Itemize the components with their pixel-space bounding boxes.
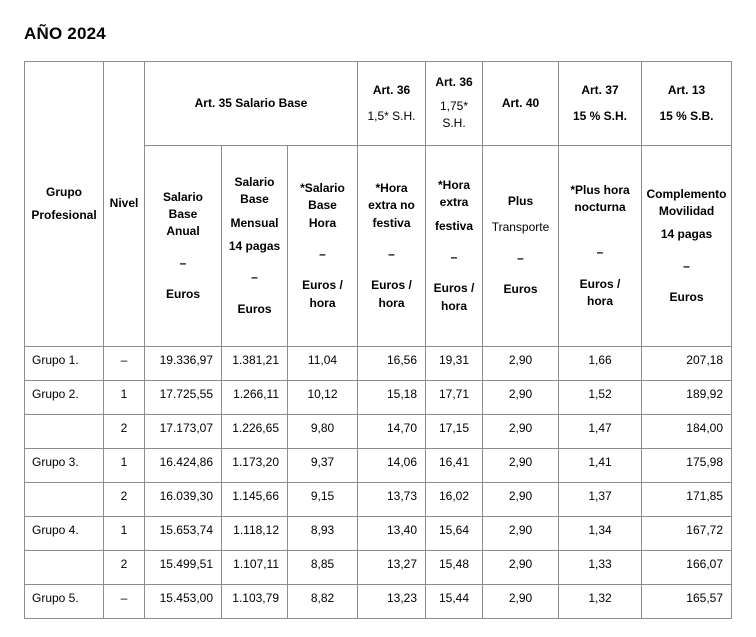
cell-value: 1,66	[559, 347, 642, 381]
cell-value: 1.381,21	[222, 347, 288, 381]
cell-value: 16,56	[358, 347, 426, 381]
cell-value: 15,44	[426, 585, 483, 619]
header-salario-base-hora: *Salario Base Hora – Euros / hora	[288, 146, 358, 347]
cell-value: 1,41	[559, 449, 642, 483]
cell-value: 16,02	[426, 483, 483, 517]
header-art36-1-5: Art. 36 1,5* S.H.	[358, 62, 426, 146]
header-art37: Art. 37 15 % S.H.	[559, 62, 642, 146]
cell-grupo: Grupo 5.	[25, 585, 104, 619]
header-plus-hora-nocturna: *Plus hora nocturna – Euros / hora	[559, 146, 642, 347]
cell-value: 171,85	[642, 483, 732, 517]
cell-value: 2,90	[483, 483, 559, 517]
header-art40: Art. 40	[483, 62, 559, 146]
page-title: AÑO 2024	[24, 24, 106, 43]
cell-value: 14,70	[358, 415, 426, 449]
cell-grupo: Grupo 2.	[25, 381, 104, 415]
header-salario-base-mensual: Salario Base Mensual 14 pagas – Euros	[222, 146, 288, 347]
cell-value: 1.103,79	[222, 585, 288, 619]
cell-nivel: –	[104, 347, 145, 381]
cell-value: 17.173,07	[145, 415, 222, 449]
cell-value: 17,15	[426, 415, 483, 449]
cell-nivel: 1	[104, 381, 145, 415]
header-hora-extra-festiva: *Hora extra festiva – Euros / hora	[426, 146, 483, 347]
table-row	[25, 517, 732, 551]
cell-nivel: 2	[104, 415, 145, 449]
cell-value: 13,40	[358, 517, 426, 551]
cell-value: 184,00	[642, 415, 732, 449]
cell-grupo: Grupo 3.	[25, 449, 104, 483]
salary-table	[24, 61, 732, 619]
cell-value: 11,04	[288, 347, 358, 381]
table-row	[25, 551, 732, 585]
cell-value: 16.039,30	[145, 483, 222, 517]
cell-value: 13,73	[358, 483, 426, 517]
header-art13: Art. 13 15 % S.B.	[642, 62, 732, 146]
cell-value: 8,93	[288, 517, 358, 551]
header-plus-transporte: Plus Transporte – Euros	[483, 146, 559, 347]
cell-value: 13,23	[358, 585, 426, 619]
cell-value: 2,90	[483, 551, 559, 585]
cell-value: 19,31	[426, 347, 483, 381]
cell-value: 9,15	[288, 483, 358, 517]
table-row	[25, 585, 732, 619]
header-row-articles	[25, 62, 732, 146]
cell-value: 8,85	[288, 551, 358, 585]
cell-value: 2,90	[483, 449, 559, 483]
cell-nivel: 1	[104, 449, 145, 483]
header-nivel: Nivel	[104, 62, 145, 347]
table-row	[25, 449, 732, 483]
cell-value: 1.266,11	[222, 381, 288, 415]
cell-value: 165,57	[642, 585, 732, 619]
cell-value: 1,33	[559, 551, 642, 585]
cell-value: 15,64	[426, 517, 483, 551]
cell-value: 16,41	[426, 449, 483, 483]
cell-nivel: 2	[104, 551, 145, 585]
cell-value: 15.499,51	[145, 551, 222, 585]
cell-value: 17.725,55	[145, 381, 222, 415]
cell-value: 15.453,00	[145, 585, 222, 619]
header-art36-1-75: Art. 36 1,75* S.H.	[426, 62, 483, 146]
cell-value: 13,27	[358, 551, 426, 585]
cell-value: 1,37	[559, 483, 642, 517]
table-row	[25, 483, 732, 517]
cell-value: 1,47	[559, 415, 642, 449]
cell-nivel: 1	[104, 517, 145, 551]
cell-value: 17,71	[426, 381, 483, 415]
cell-value: 15,48	[426, 551, 483, 585]
cell-grupo: Grupo 1.	[25, 347, 104, 381]
cell-value: 2,90	[483, 415, 559, 449]
table-row	[25, 347, 732, 381]
table-row	[25, 415, 732, 449]
cell-value: 15,18	[358, 381, 426, 415]
cell-value: 1.226,65	[222, 415, 288, 449]
cell-value: 2,90	[483, 381, 559, 415]
cell-value: 175,98	[642, 449, 732, 483]
cell-value: 1.173,20	[222, 449, 288, 483]
cell-grupo	[25, 483, 104, 517]
cell-nivel: 2	[104, 483, 145, 517]
cell-nivel: –	[104, 585, 145, 619]
cell-value: 2,90	[483, 585, 559, 619]
cell-value: 167,72	[642, 517, 732, 551]
cell-value: 10,12	[288, 381, 358, 415]
cell-value: 1,32	[559, 585, 642, 619]
header-complemento-movilidad: Complemento Movilidad 14 pagas – Euros	[642, 146, 732, 347]
cell-value: 19.336,97	[145, 347, 222, 381]
cell-value: 1,52	[559, 381, 642, 415]
cell-grupo: Grupo 4.	[25, 517, 104, 551]
cell-value: 1,34	[559, 517, 642, 551]
cell-grupo	[25, 415, 104, 449]
cell-value: 1.145,66	[222, 483, 288, 517]
header-salario-base-anual: Salario Base Anual – Euros	[145, 146, 222, 347]
header-grupo-profesional: Grupo Profesional	[25, 62, 104, 347]
header-hora-extra-no-festiva: *Hora extra no festiva – Euros / hora	[358, 146, 426, 347]
cell-value: 16.424,86	[145, 449, 222, 483]
cell-value: 189,92	[642, 381, 732, 415]
cell-value: 15.653,74	[145, 517, 222, 551]
cell-value: 207,18	[642, 347, 732, 381]
cell-value: 2,90	[483, 347, 559, 381]
cell-value: 14,06	[358, 449, 426, 483]
cell-value: 8,82	[288, 585, 358, 619]
cell-grupo	[25, 551, 104, 585]
cell-value: 1.107,11	[222, 551, 288, 585]
table-row	[25, 381, 732, 415]
cell-value: 1.118,12	[222, 517, 288, 551]
header-art35: Art. 35 Salario Base	[145, 62, 358, 146]
cell-value: 9,80	[288, 415, 358, 449]
cell-value: 166,07	[642, 551, 732, 585]
cell-value: 9,37	[288, 449, 358, 483]
cell-value: 2,90	[483, 517, 559, 551]
